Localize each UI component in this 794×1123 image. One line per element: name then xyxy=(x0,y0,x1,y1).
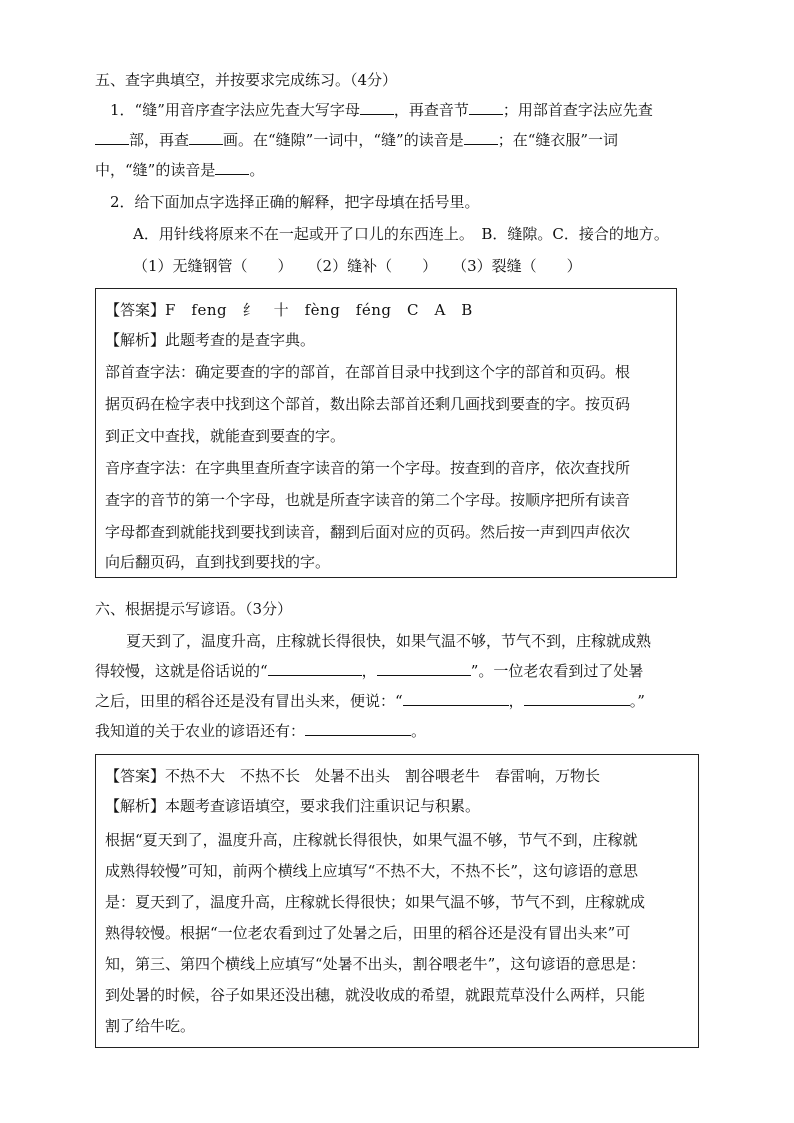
analysis-label: 【解析】 xyxy=(105,331,166,349)
analysis-body-line: 熟得较慢。根据“一位老农看到过了处暑之后，田里的稻谷还是没有冒出头来”可 xyxy=(105,924,631,942)
proverb-blank[interactable] xyxy=(524,691,630,706)
analysis-body-line: 到正文中查找，就能查到要查的字。 xyxy=(105,427,346,445)
analysis-body-line: 是：夏天到了，温度升高，庄稼就长得很快；如果气温不够，节气不到，庄稼就成 xyxy=(105,893,646,911)
analysis-body-line: 查字的音节的第一个字母，也就是所查字读音的第二个字母。按顺序把所有读音 xyxy=(105,491,631,509)
q2-intro: 2．给下面加点字选择正确的解释，把字母填在括号里。 xyxy=(110,193,480,211)
para-text: 。” xyxy=(629,692,645,710)
q1-text: ；在“缝衣服”一词 xyxy=(497,131,619,149)
para-line2 xyxy=(95,661,643,681)
answer-text: F feng 纟 十 fèng féng C A B xyxy=(165,301,473,319)
q1-text: ；用部首查字法应先查 xyxy=(502,101,653,119)
q1-text: 画。在“缝隙”一词中，“缝”的读音是 xyxy=(223,131,464,149)
analysis-body-line: 字母都查到就能找到要找到读音，翻到后面对应的页码。然后按一声到四声依次 xyxy=(105,523,631,541)
analysis-body-line: 部首查字法：确定要查的字的部首，在部首目录中找到这个字的部首和页码。根 xyxy=(105,363,631,381)
answer-text: 不热不大 不热不长 处暑不出头 割谷喂老牛 春雷响，万物长 xyxy=(165,767,601,785)
section5-title: 五、查字典填空，并按要求完成练习。（4分） xyxy=(95,71,398,89)
para-line1: 夏天到了，温度升高，庄稼就长得很快，如果气温不够，节气不到，庄稼就成熟 xyxy=(126,632,652,650)
analysis-text: 本题考查谚语填空，要求我们注重识记与积累。 xyxy=(165,797,481,815)
answer-blank[interactable] xyxy=(360,100,394,115)
analysis-line xyxy=(105,330,315,350)
q1-line3 xyxy=(95,160,264,180)
proverb-blank[interactable] xyxy=(305,721,411,736)
para-text: 。 xyxy=(411,722,427,740)
q2-options: A．用针线将原来不在一起或开了口儿的东西连上。 B．缝隙。C．接合的地方。 xyxy=(133,225,669,243)
answer-blank[interactable] xyxy=(215,160,249,175)
proverb-blank[interactable] xyxy=(377,661,471,676)
answer-blank[interactable] xyxy=(464,130,498,145)
para-text: ， xyxy=(361,662,377,680)
analysis-body-line: 音序查字法：在字典里查所查字读音的第一个字母。按查到的音序，依次查找所 xyxy=(105,459,631,477)
proverb-blank[interactable] xyxy=(403,691,509,706)
analysis-body-line: 根据“夏天到了，温度升高，庄稼就长得很快，如果气温不够，节气不到，庄稼就 xyxy=(105,831,638,849)
analysis-body-line: 到处暑的时候，谷子如果还没出穗，就没收成的希望，就跟荒草没什么两样，只能 xyxy=(105,986,646,1004)
q2-items: （1）无缝钢管（ ） （2）缝补（ ） （3）裂缝（ ） xyxy=(133,257,582,275)
q1-line1 xyxy=(110,100,653,120)
q1-text: 部，再查 xyxy=(129,131,190,149)
answer-blank[interactable] xyxy=(95,130,129,145)
para-line4 xyxy=(95,721,426,741)
para-text: ”。一位老农看到过了处暑 xyxy=(470,662,644,680)
q1-text: ，再查音节 xyxy=(393,101,469,119)
analysis-body-line: 据页码在检字表中找到这个部首，数出除去部首还剩几画找到要查的字。按页码 xyxy=(105,395,631,413)
para-text: 我知道的关于农业的谚语还有： xyxy=(95,722,306,740)
analysis-body-line: 知，第三、第四个横线上应填写“处暑不出头，割谷喂老牛”，这句谚语的意思是： xyxy=(105,955,646,973)
q1-text: 中，“缝”的读音是 xyxy=(95,161,216,179)
q1-text: 1．“缝”用音序查字法应先查大写字母 xyxy=(110,101,360,119)
answer-line xyxy=(105,766,600,786)
para-text: 得较慢，这就是俗话说的“ xyxy=(95,662,268,680)
q1-text: 。 xyxy=(249,161,265,179)
answer-label: 【答案】 xyxy=(105,767,166,785)
analysis-body-line: 割了给牛吃。 xyxy=(105,1017,196,1035)
answer-box-6 xyxy=(95,754,699,1048)
answer-blank[interactable] xyxy=(469,100,503,115)
analysis-body-line: 向后翻页码，直到找到要找的字。 xyxy=(105,553,331,571)
answer-label: 【答案】 xyxy=(105,301,166,319)
analysis-line xyxy=(105,796,480,816)
answer-box-5 xyxy=(95,288,677,578)
analysis-text: 此题考查的是查字典。 xyxy=(165,331,316,349)
para-line3 xyxy=(95,691,645,711)
section6-title: 六、根据提示写谚语。（3分） xyxy=(95,600,293,618)
analysis-body-line: 成熟得较慢”可知，前两个横线上应填写“不热不大，不热不长”，这句谚语的意思 xyxy=(105,862,639,880)
q1-line2 xyxy=(95,130,618,150)
proverb-blank[interactable] xyxy=(268,661,362,676)
para-text: 之后，田里的稻谷还是没有冒出头来，便说：“ xyxy=(95,692,403,710)
answer-blank[interactable] xyxy=(189,130,223,145)
para-text: ， xyxy=(508,692,524,710)
answer-line xyxy=(105,300,473,320)
analysis-label: 【解析】 xyxy=(105,797,166,815)
